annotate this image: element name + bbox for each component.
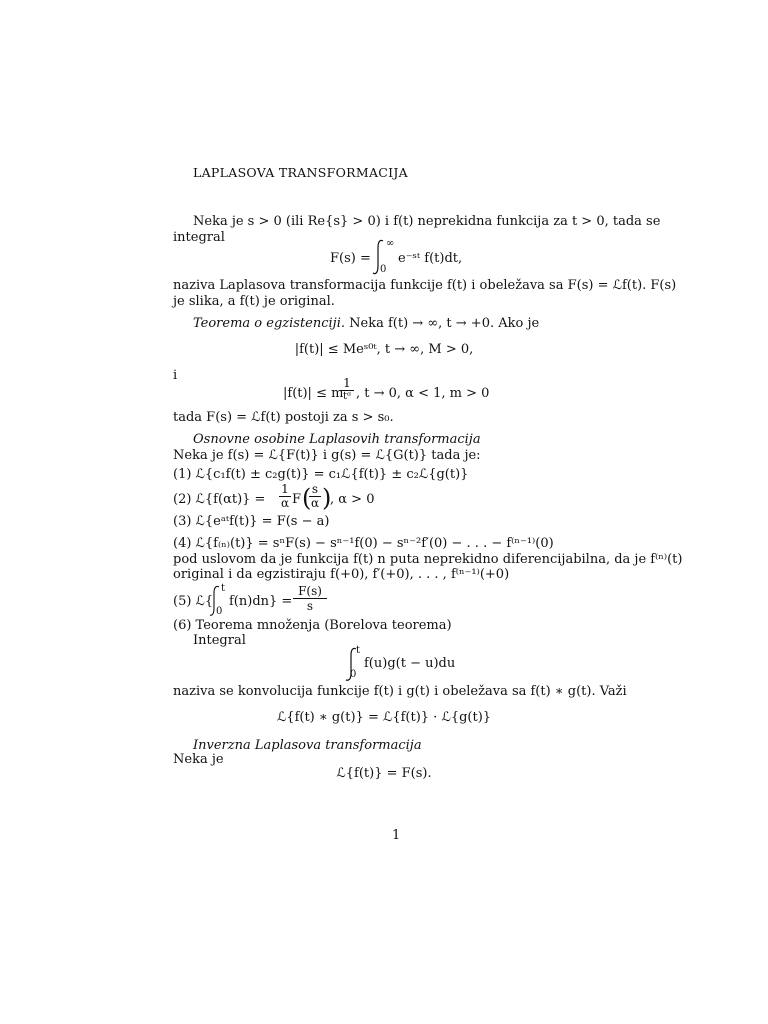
property-2-den: α bbox=[280, 496, 290, 510]
intro-line-2: integral bbox=[173, 230, 225, 245]
property-2-num: 1 bbox=[281, 482, 289, 496]
property-4-note-1: pod uslovom da je funkcija f(t) n puta neprekidno diferencijabilna, da je f⁽ⁿ⁾(t) bbox=[173, 552, 683, 567]
property-5-num: F(s) bbox=[298, 584, 322, 598]
property-5-upper: t bbox=[221, 583, 226, 594]
property-2-left: (2) ℒ{f(αt)} = bbox=[173, 492, 266, 507]
property-2-right: , α > 0 bbox=[330, 492, 375, 507]
intro-line-3: naziva Laplasova transformacija funkcije f(t) i obeležava sa F(s) = ℒf(t). F(s) bbox=[173, 278, 677, 293]
property-1: (1) ℒ{c₁f(t) ± c₂g(t)} = c₁ℒ{f(t)} ± c₂ℒ{g(t)} bbox=[173, 467, 469, 482]
property-4-note-2: original i da egzistiraju f(+0), f′(+0), . . . , f⁽ⁿ⁻¹⁾(+0) bbox=[173, 567, 510, 582]
property-3: (3) ℒ{eᵃᵗf(t)} = F(s − a) bbox=[173, 514, 330, 529]
property-5-mid: f(n)dn} = bbox=[229, 594, 293, 609]
property-2-fraction bbox=[279, 483, 291, 510]
page-number: 1 bbox=[392, 828, 401, 843]
property-2-inner-den: α bbox=[310, 496, 320, 510]
existence-conclusion: tada F(s) = ℒf(t) postoji za s > s₀. bbox=[173, 410, 394, 425]
inverse-equation: ℒ{f(t)} = F(s). bbox=[336, 766, 432, 781]
existence-theorem bbox=[193, 316, 539, 332]
existence-heading-rest: Neka f(t) → ∞, t → +0. Ako je bbox=[349, 316, 540, 331]
property-6-integral-word: Integral bbox=[193, 633, 246, 648]
properties-heading: Osnovne osobine Laplasovih transformacija bbox=[193, 432, 481, 447]
property-5-lower: 0 bbox=[216, 606, 223, 617]
existence-heading: Teorema o egzistenciji. bbox=[193, 316, 346, 331]
intro-line-4: je slika, a f(t) je original. bbox=[173, 294, 335, 309]
convolution-text: naziva se konvolucija funkcije f(t) i g(t) i obeležava sa f(t) ∗ g(t). Važi bbox=[173, 684, 627, 699]
existence-condition-1: |f(t)| ≤ Meˢ⁰ᵗ, t → ∞, M > 0, bbox=[294, 342, 474, 357]
convolution-upper: t bbox=[356, 645, 361, 656]
existence-and: i bbox=[173, 368, 178, 383]
property-2-F: F bbox=[292, 492, 302, 507]
existence-fraction-num: 1 bbox=[343, 376, 351, 390]
laplace-eq-rhs: e⁻ˢᵗ f(t)dt, bbox=[398, 251, 463, 266]
existence-condition-2-right: , t → 0, α < 1, m > 0 bbox=[356, 386, 490, 401]
existence-fraction bbox=[340, 377, 354, 403]
inverse-line-1: Neka je bbox=[173, 752, 224, 767]
existence-fraction-den: tᵅ bbox=[340, 390, 354, 403]
inverse-heading: Inverzna Laplasova transformacija bbox=[193, 738, 422, 753]
intro-line-1: Neka je s > 0 (ili Re{s} > 0) i f(t) neprekidna funkcija za t > 0, tada se bbox=[193, 214, 661, 229]
property-2-inner-fraction bbox=[309, 483, 321, 510]
property-2-paren-open: ( bbox=[302, 484, 312, 512]
page-title: LAPLASOVA TRANSFORMACIJA bbox=[193, 165, 409, 180]
property-5-den: s bbox=[293, 598, 327, 613]
convolution-equation: ℒ{f(t) ∗ g(t)} = ℒ{f(t)} · ℒ{g(t)} bbox=[276, 710, 492, 725]
laplace-eq-lhs: F(s) = bbox=[330, 251, 371, 266]
property-5-fraction bbox=[293, 584, 327, 613]
convolution-lower: 0 bbox=[350, 669, 357, 680]
integral-lower-limit: 0 bbox=[380, 264, 387, 275]
property-4: (4) ℒ{f₍ₙ₎(t)} = sⁿF(s) − sⁿ⁻¹f(0) − sⁿ⁻²f′(0) − . . . − f⁽ⁿ⁻¹⁾(0) bbox=[173, 536, 554, 551]
property-2-inner-num: s bbox=[311, 482, 319, 496]
property-5-left: (5) ℒ{ bbox=[173, 594, 214, 609]
convolution-expression: f(u)g(t − u)du bbox=[364, 656, 456, 671]
integral-upper-limit: ∞ bbox=[386, 238, 395, 249]
property-6: (6) Teorema množenja (Borelova teorema) bbox=[173, 618, 452, 633]
existence-condition-2-left: |f(t)| ≤ m bbox=[283, 386, 344, 401]
property-2-paren-close: ) bbox=[322, 484, 332, 512]
properties-intro: Neka je f(s) = ℒ{F(t)} i g(s) = ℒ{G(t)} tada je: bbox=[173, 448, 481, 463]
